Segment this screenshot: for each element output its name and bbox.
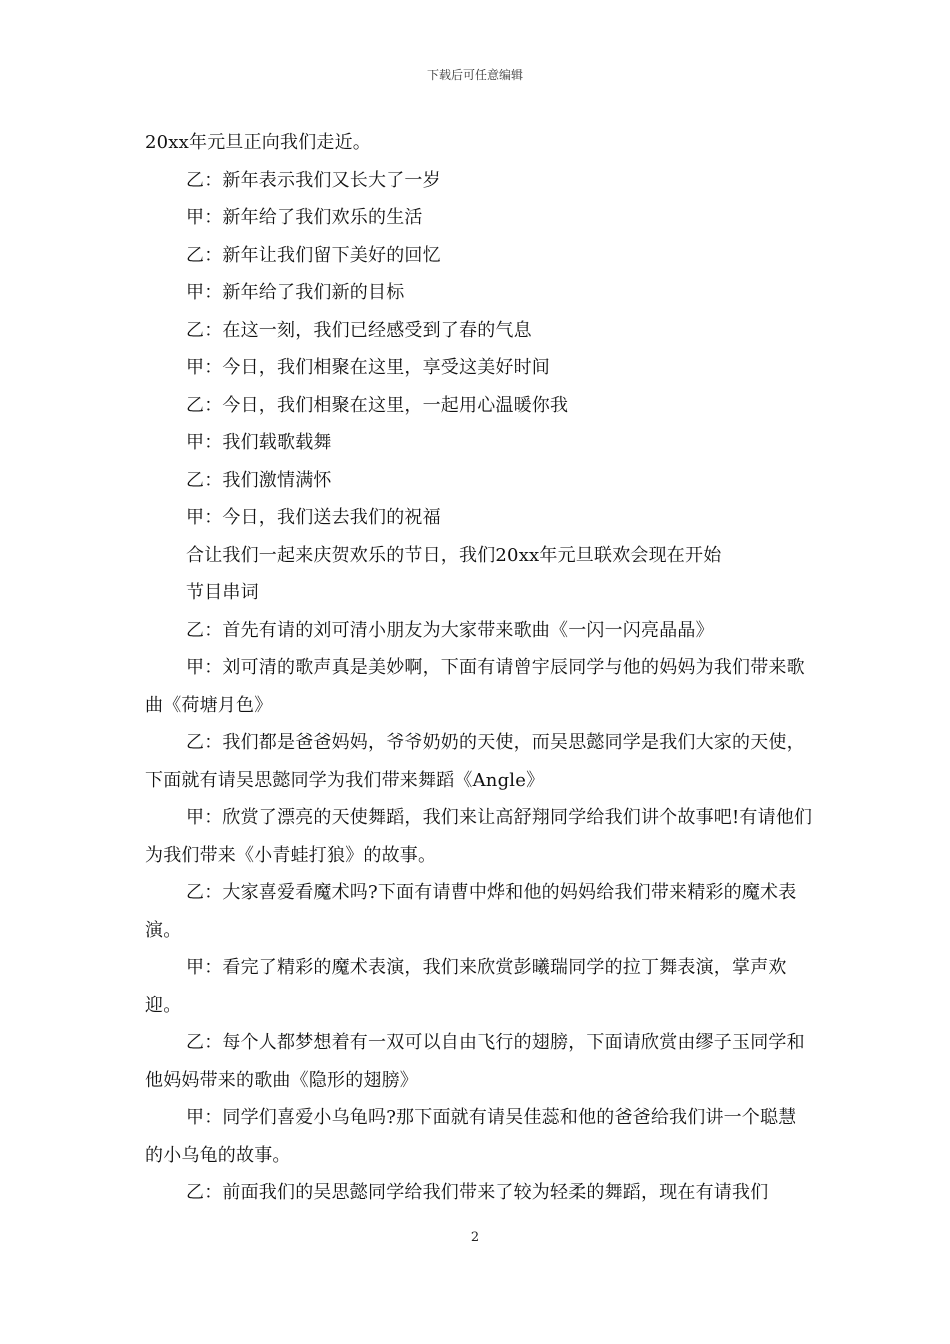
document-body xyxy=(145,124,813,1212)
paragraph: 乙：大家喜爱看魔术吗?下面有请曹中烨和他的妈妈给我们带来精彩的魔术表演。 xyxy=(145,882,797,941)
paragraph: 甲：今日，我们相聚在这里，享受这美好时间 xyxy=(186,357,550,378)
paragraph: 乙：新年让我们留下美好的回忆 xyxy=(186,244,441,266)
paragraph: 甲：欣赏了漂亮的天使舞蹈，我们来让高舒翔同学给我们讲个故事吧!有请他们为我们带来《小青蛙打狼》的故事。 xyxy=(145,807,813,866)
paragraph: 合让我们一起来庆贺欢乐的节日，我们20xx年元旦联欢会现在开始 xyxy=(186,544,722,566)
page-number: 2 xyxy=(470,1230,480,1245)
paragraph: 节目串词 xyxy=(186,582,259,603)
paragraph: 乙：今日，我们相聚在这里，一起用心温暖你我 xyxy=(186,394,569,416)
paragraph: 乙：新年表示我们又长大了一岁 xyxy=(186,169,441,191)
paragraph: 甲：新年给了我们新的目标 xyxy=(186,282,405,303)
paragraph: 甲：今日，我们送去我们的祝福 xyxy=(186,507,441,528)
paragraph: 甲：同学们喜爱小乌龟吗?那下面就有请吴佳蕊和他的爸爸给我们讲一个聪慧的小乌龟的故事。 xyxy=(145,1107,797,1166)
page-header: 下载后可任意编辑 xyxy=(426,68,523,82)
paragraph: 乙：在这一刻，我们已经感受到了春的气息 xyxy=(186,319,532,341)
paragraph: 甲：新年给了我们欢乐的生活 xyxy=(186,207,423,228)
paragraph: 乙：我们都是爸爸妈妈，爷爷奶奶的天使，而吴思懿同学是我们大家的天使，下面就有请吴思懿同学为我们带来舞蹈《Angle》 xyxy=(145,732,805,791)
paragraph: 乙：首先有请的刘可清小朋友为大家带来歌曲《一闪一闪亮晶晶》 xyxy=(186,619,714,641)
paragraph: 甲：我们载歌载舞 xyxy=(186,432,332,453)
paragraph: 乙：前面我们的吴思懿同学给我们带来了较为轻柔的舞蹈，现在有请我们 xyxy=(186,1182,769,1203)
paragraph: 乙：我们激情满怀 xyxy=(186,469,332,491)
paragraph: 甲：看完了精彩的魔术表演，我们来欣赏彭曦瑞同学的拉丁舞表演，掌声欢迎。 xyxy=(145,957,787,1016)
paragraph: 甲：刘可清的歌声真是美妙啊，下面有请曾宇辰同学与他的妈妈为我们带来歌曲《荷塘月色》 xyxy=(145,657,805,716)
paragraph: 乙：每个人都梦想着有一双可以自由飞行的翅膀，下面请欣赏由缪子玉同学和他妈妈带来的歌曲《隐形的翅膀》 xyxy=(145,1032,805,1091)
paragraph: 20xx年元旦正向我们走近。 xyxy=(145,132,372,153)
